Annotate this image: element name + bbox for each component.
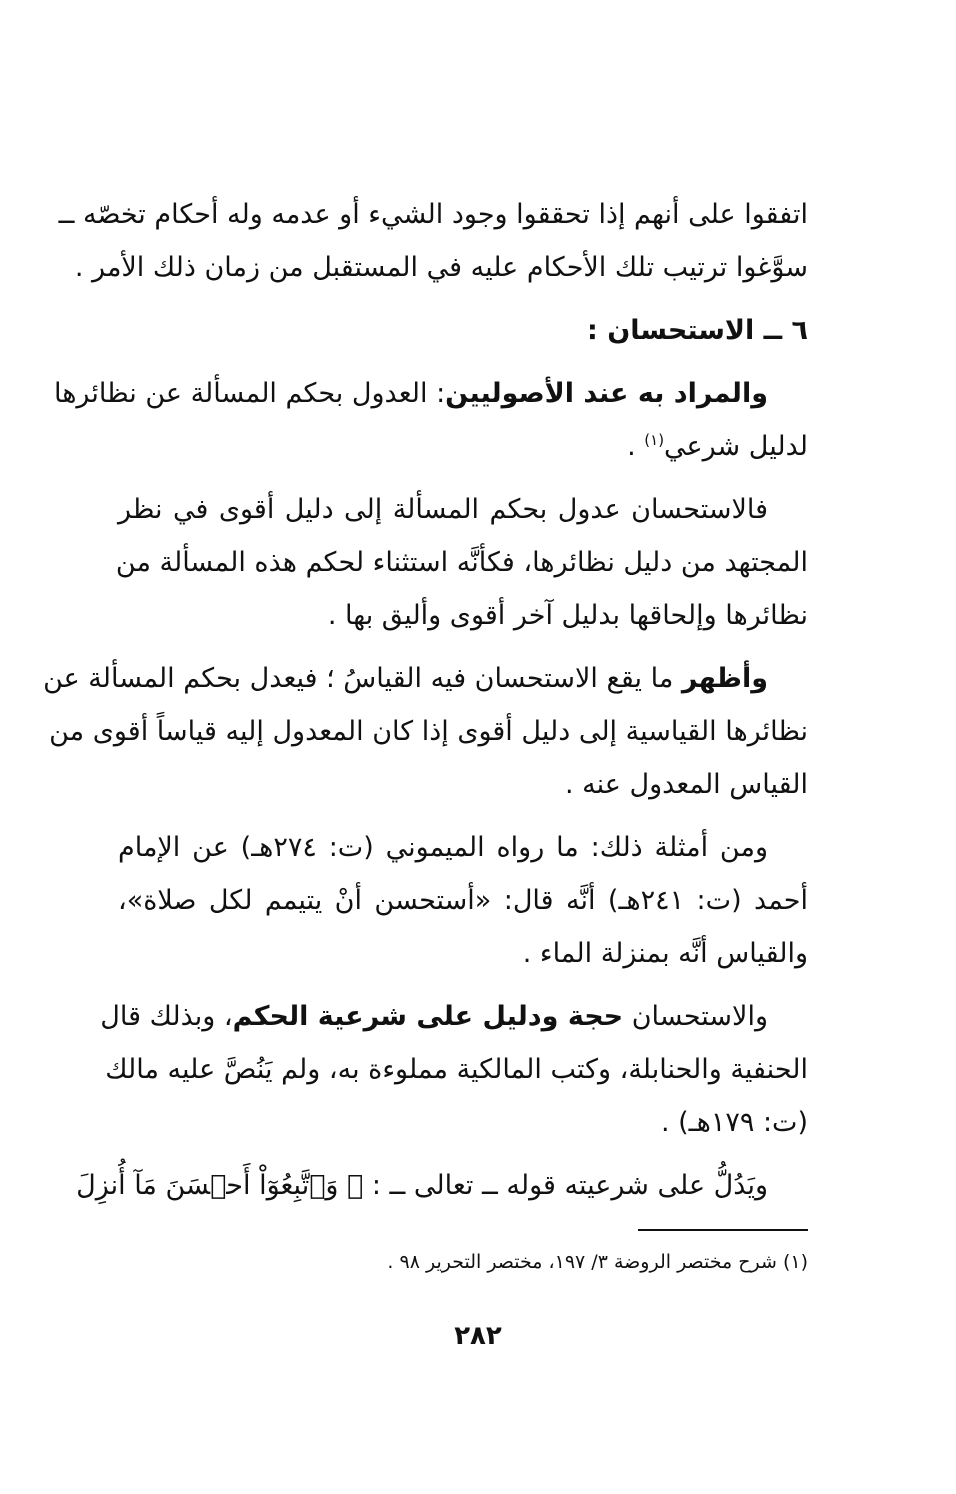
paragraph-5: [118, 821, 808, 980]
text-line: (ت: ١٧٩هـ) .: [660, 1107, 808, 1138]
text-line: سوَّغوا ترتيب تلك الأحكام عليه في المستقبل من زمان ذلك الأمر .: [74, 252, 808, 283]
bold-phrase: وأظهر: [681, 663, 768, 694]
text-segment: لدليل شرعي: [664, 431, 808, 462]
text-segment: : العدول بحكم المسألة عن نظائرها: [53, 378, 446, 409]
text-segment: ، وبذلك قال: [100, 1001, 233, 1032]
bold-phrase: والمراد به عند الأصوليين: [445, 378, 768, 409]
text-line: نظائرها القياسية إلى دليل أقوى إذا كان المعدول إليه قياساً أقوى من: [49, 716, 808, 747]
paragraph-3: [115, 483, 808, 642]
footnote-separator: [638, 1229, 808, 1231]
paragraph-7: [76, 1159, 808, 1212]
page-number: ٢٨٢: [454, 1321, 502, 1351]
text-line: نظائرها وإلحاقها بدليل آخر أقوى وأليق بها .: [327, 600, 808, 631]
paragraph-1: [58, 188, 808, 294]
text-line: [43, 652, 808, 705]
paragraph-2: [53, 367, 808, 473]
footnote-ref: (١): [644, 431, 665, 449]
text-line: والقياس أنَّه بمنزلة الماء .: [522, 938, 808, 969]
footnote: (١) شرح مختصر الروضة ٣/ ١٩٧، مختصر التحرير ٩٨ .: [387, 1251, 808, 1273]
text-line: ومن أمثلة ذلك: ما رواه الميموني (ت: ٢٧٤هـ) عن الإمام: [118, 832, 768, 863]
page-body: [43, 188, 809, 1212]
text-line: [118, 420, 808, 473]
text-line: فالاستحسان عدول بحكم المسألة إلى دليل أقوى في نظر: [118, 494, 768, 525]
paragraph-4: [43, 652, 808, 811]
text-line: المجتهد من دليل نظائرها، فكأنَّه استثناء لحكم هذه المسألة من: [115, 547, 808, 578]
text-line: [53, 367, 808, 420]
paragraph-6: [100, 990, 808, 1149]
text-line: [100, 990, 808, 1043]
text-segment: .: [627, 431, 645, 462]
text-segment: والاستحسان: [623, 1001, 768, 1032]
bold-phrase: حجة ودليل على شرعية الحكم: [232, 1001, 624, 1032]
text-line: ويَدُلُّ على شرعيته قوله ــ تعالى ــ : ﴿ وَٱتَّبِعُوٓاْ أَحۡسَنَ مَآ أُنزِلَ: [76, 1170, 768, 1201]
text-line: الحنفية والحنابلة، وكتب المالكية مملوءة به، ولم يَنُصَّ عليه مالك: [105, 1054, 808, 1085]
section-heading: ٦ ــ الاستحسان :: [587, 315, 808, 346]
text-line: اتفقوا على أنهم إذا تحققوا وجود الشيء أو عدمه وله أحكام تخصّه ــ: [58, 199, 808, 230]
text-segment: ما يقع الاستحسان فيه القياسُ ؛ فيعدل بحكم المسألة عن: [43, 663, 682, 694]
text-line: أحمد (ت: ٢٤١هـ) أنَّه قال: «أستحسن أنْ يتيمم لكل صلاة»،: [118, 885, 809, 916]
text-line: القياس المعدول عنه .: [565, 769, 808, 800]
